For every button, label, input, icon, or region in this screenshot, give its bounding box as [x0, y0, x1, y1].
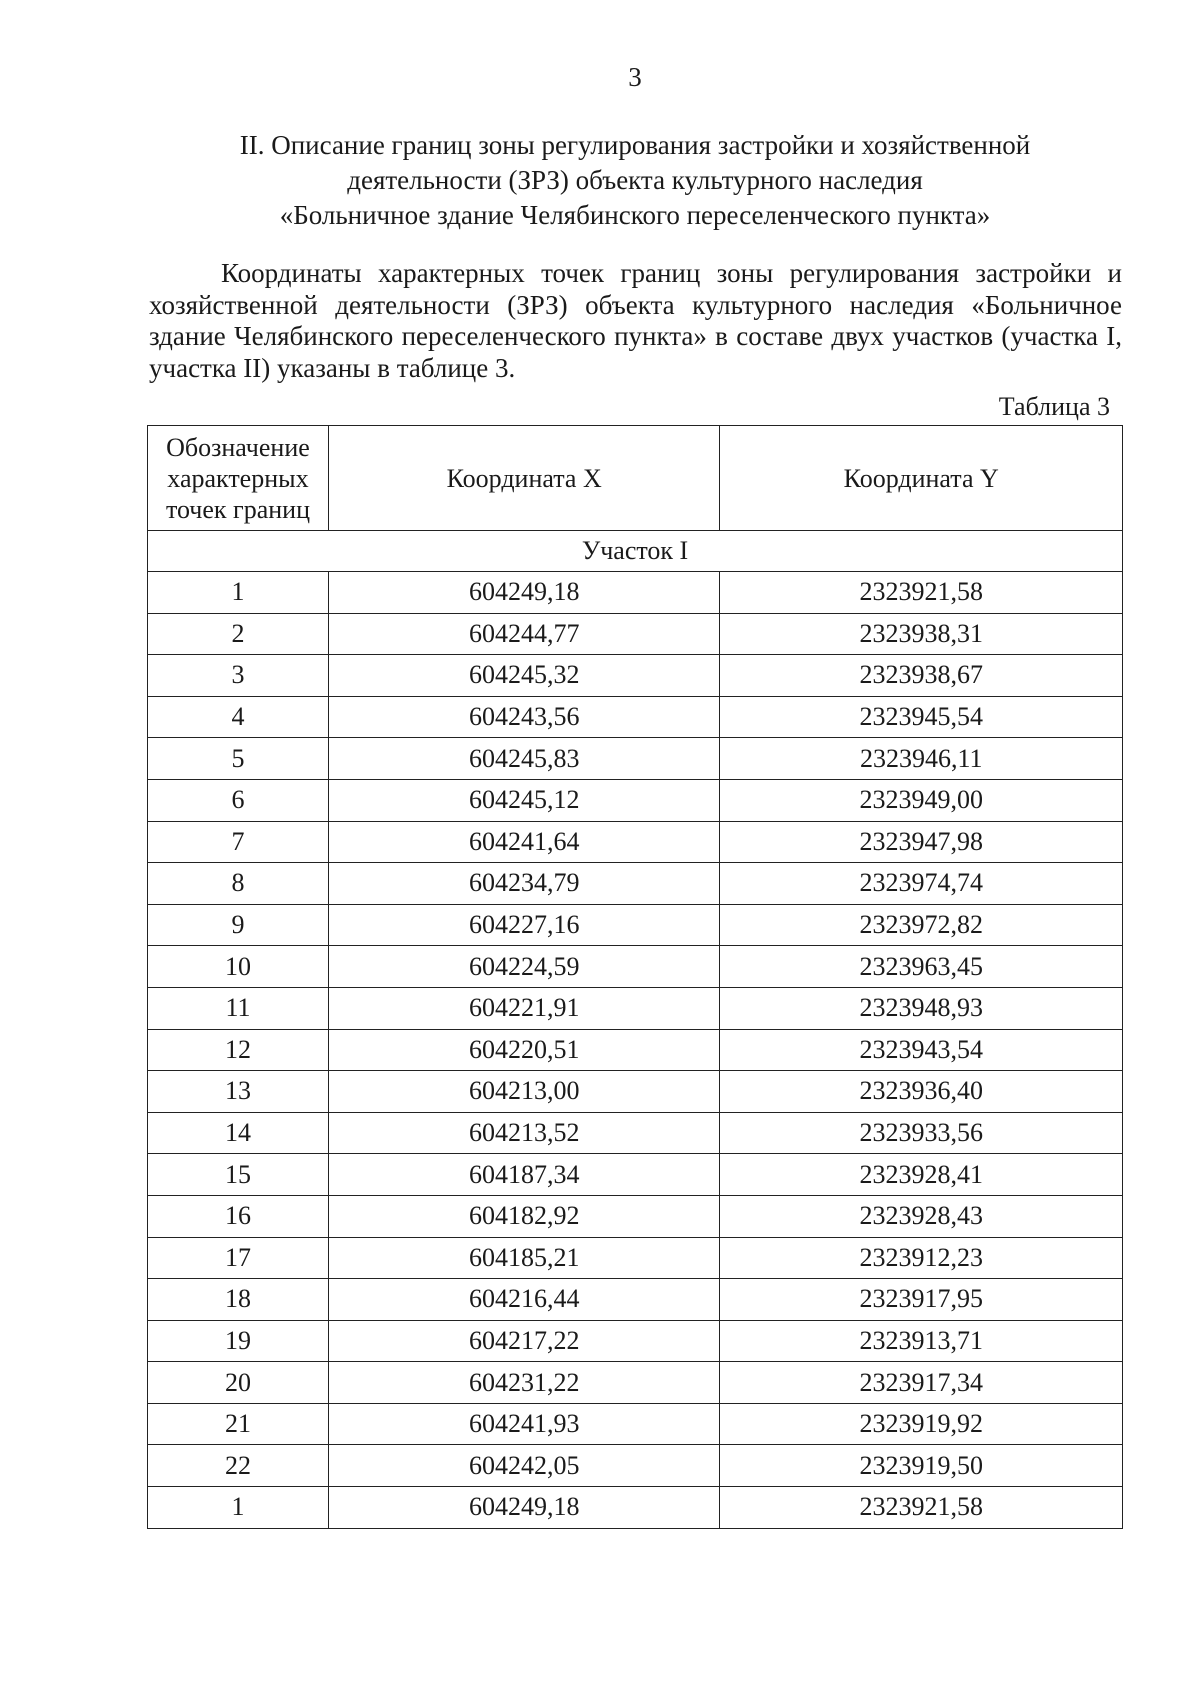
page-number: 3 — [628, 62, 642, 92]
cell-y: 2323921,58 — [720, 572, 1123, 614]
cell-x: 604249,18 — [328, 1487, 720, 1529]
table-row — [148, 946, 1123, 988]
cell-point: 2 — [148, 613, 329, 655]
table-caption: Таблица 3 — [998, 392, 1110, 421]
cell-point: 1 — [148, 1487, 329, 1529]
cell-y: 2323928,41 — [720, 1154, 1123, 1196]
cell-x: 604217,22 — [328, 1320, 720, 1362]
cell-x: 604234,79 — [328, 863, 720, 905]
header-point-line-1: Обозначение — [166, 432, 310, 462]
section-title-line-1: II. Описание границ зоны регулирования застройки и хозяйственной — [239, 130, 1031, 160]
cell-y: 2323946,11 — [720, 738, 1123, 780]
table-row — [148, 863, 1123, 905]
table-row — [148, 779, 1123, 821]
header-coordinate-x: Координата X — [328, 426, 720, 531]
header-coordinate-y: Координата Y — [720, 426, 1123, 531]
table-row — [148, 1403, 1123, 1445]
table-row — [148, 1237, 1123, 1279]
cell-point: 12 — [148, 1029, 329, 1071]
table-row — [148, 1112, 1123, 1154]
cell-point: 10 — [148, 946, 329, 988]
cell-point: 4 — [148, 696, 329, 738]
section-row — [148, 531, 1123, 572]
cell-point: 6 — [148, 779, 329, 821]
cell-x: 604242,05 — [328, 1445, 720, 1487]
cell-y: 2323963,45 — [720, 946, 1123, 988]
table-row — [148, 904, 1123, 946]
cell-point: 15 — [148, 1154, 329, 1196]
cell-x: 604224,59 — [328, 946, 720, 988]
cell-y: 2323947,98 — [720, 821, 1123, 863]
cell-x: 604227,16 — [328, 904, 720, 946]
section-title — [170, 128, 1100, 233]
table-row — [148, 1195, 1123, 1237]
cell-point: 16 — [148, 1195, 329, 1237]
coordinates-table — [147, 425, 1123, 1529]
intro-paragraph: Координаты характерных точек границ зоны регулирования застройки и хозяйственной деятельности (ЗРЗ) объекта культурного наследия «Больничное здание Челябинского переселенческого пункта» в составе двух участков (участка I, участка II) указаны в таблице 3. — [149, 258, 1122, 383]
table-header-row — [148, 426, 1123, 531]
cell-point: 21 — [148, 1403, 329, 1445]
header-point-designation — [148, 426, 329, 531]
cell-y: 2323921,58 — [720, 1487, 1123, 1529]
cell-x: 604241,93 — [328, 1403, 720, 1445]
cell-x: 604245,83 — [328, 738, 720, 780]
cell-point: 14 — [148, 1112, 329, 1154]
table-row — [148, 1154, 1123, 1196]
cell-x: 604241,64 — [328, 821, 720, 863]
cell-y: 2323936,40 — [720, 1071, 1123, 1113]
table-row — [148, 655, 1123, 697]
section-label: Участок I — [148, 531, 1123, 572]
cell-point: 5 — [148, 738, 329, 780]
cell-y: 2323917,95 — [720, 1279, 1123, 1321]
cell-x: 604213,00 — [328, 1071, 720, 1113]
cell-x: 604243,56 — [328, 696, 720, 738]
cell-point: 22 — [148, 1445, 329, 1487]
cell-y: 2323949,00 — [720, 779, 1123, 821]
cell-y: 2323972,82 — [720, 904, 1123, 946]
table-row — [148, 1071, 1123, 1113]
cell-x: 604249,18 — [328, 572, 720, 614]
table-row — [148, 696, 1123, 738]
table-row — [148, 1445, 1123, 1487]
cell-y: 2323938,67 — [720, 655, 1123, 697]
cell-x: 604245,32 — [328, 655, 720, 697]
cell-y: 2323913,71 — [720, 1320, 1123, 1362]
table-row — [148, 572, 1123, 614]
cell-point: 18 — [148, 1279, 329, 1321]
cell-y: 2323933,56 — [720, 1112, 1123, 1154]
section-title-line-2: деятельности (ЗРЗ) объекта культурного наследия — [347, 165, 923, 195]
table-row — [148, 1362, 1123, 1404]
section-title-line-3: «Больничное здание Челябинского переселенческого пункта» — [279, 200, 991, 230]
cell-y: 2323928,43 — [720, 1195, 1123, 1237]
cell-point: 9 — [148, 904, 329, 946]
cell-x: 604213,52 — [328, 1112, 720, 1154]
cell-x: 604221,91 — [328, 987, 720, 1029]
cell-y: 2323912,23 — [720, 1237, 1123, 1279]
cell-y: 2323917,34 — [720, 1362, 1123, 1404]
cell-y: 2323945,54 — [720, 696, 1123, 738]
cell-point: 7 — [148, 821, 329, 863]
cell-point: 3 — [148, 655, 329, 697]
table-row — [148, 613, 1123, 655]
cell-y: 2323943,54 — [720, 1029, 1123, 1071]
cell-point: 19 — [148, 1320, 329, 1362]
cell-y: 2323938,31 — [720, 613, 1123, 655]
header-point-line-2: характерных — [167, 463, 309, 493]
table-row — [148, 1029, 1123, 1071]
cell-x: 604220,51 — [328, 1029, 720, 1071]
header-point-line-3: точек границ — [165, 494, 310, 524]
table-row — [148, 821, 1123, 863]
cell-x: 604245,12 — [328, 779, 720, 821]
cell-y: 2323974,74 — [720, 863, 1123, 905]
cell-x: 604244,77 — [328, 613, 720, 655]
cell-x: 604187,34 — [328, 1154, 720, 1196]
cell-point: 13 — [148, 1071, 329, 1113]
table-body — [148, 531, 1123, 1529]
table-row — [148, 987, 1123, 1029]
table-row — [148, 738, 1123, 780]
table-row — [148, 1279, 1123, 1321]
cell-y: 2323948,93 — [720, 987, 1123, 1029]
cell-point: 20 — [148, 1362, 329, 1404]
cell-x: 604216,44 — [328, 1279, 720, 1321]
cell-x: 604185,21 — [328, 1237, 720, 1279]
cell-x: 604231,22 — [328, 1362, 720, 1404]
cell-point: 17 — [148, 1237, 329, 1279]
table-row — [148, 1320, 1123, 1362]
cell-point: 8 — [148, 863, 329, 905]
cell-y: 2323919,50 — [720, 1445, 1123, 1487]
cell-x: 604182,92 — [328, 1195, 720, 1237]
cell-point: 11 — [148, 987, 329, 1029]
cell-point: 1 — [148, 572, 329, 614]
table-row — [148, 1487, 1123, 1529]
cell-y: 2323919,92 — [720, 1403, 1123, 1445]
